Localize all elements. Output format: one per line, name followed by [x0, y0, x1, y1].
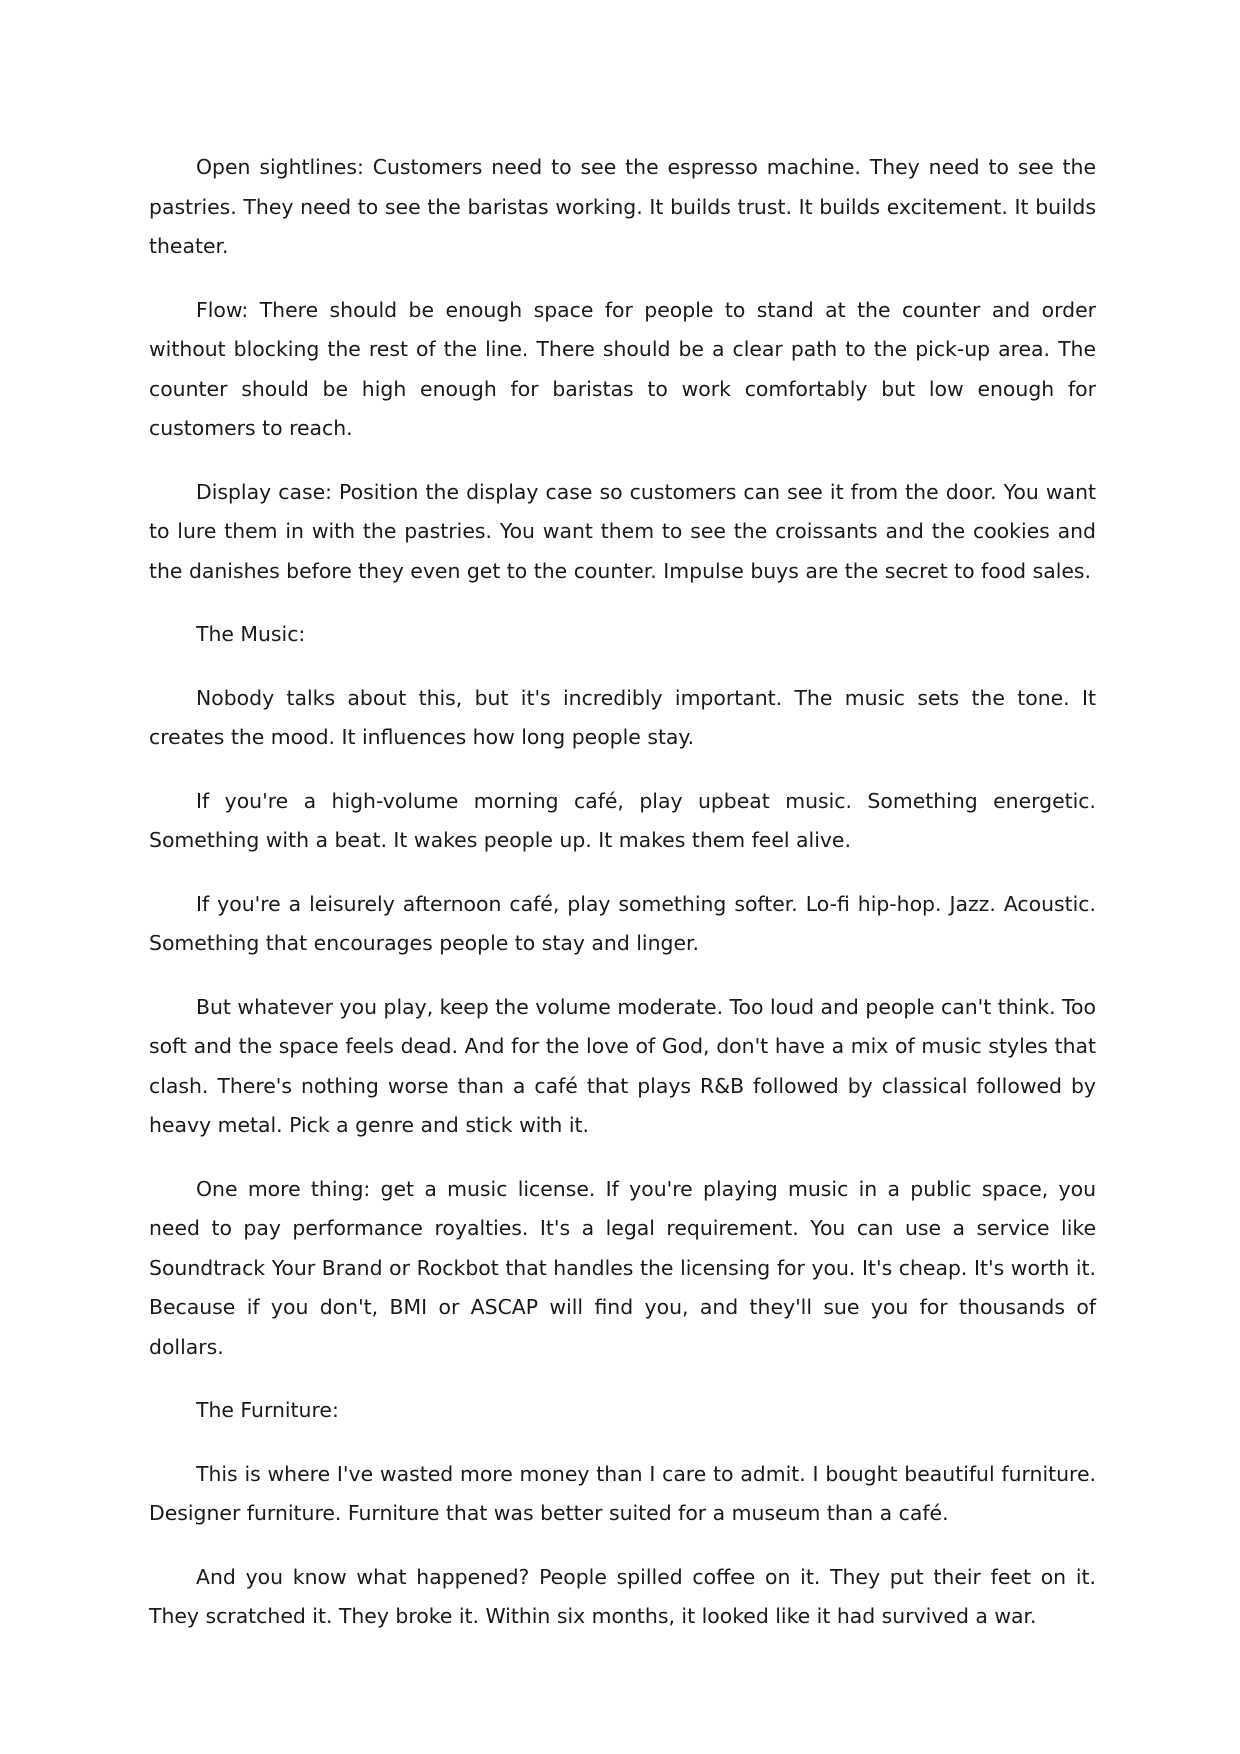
paragraph-music-license: One more thing: get a music license. If you're playing music in a public space, you need to pay performance royalties. It's a legal requirement. You can use a service like Soundtrack Your Brand or Rockbot that handles the licensing for you. It's cheap. It's worth it. Because if you don't, BMI or ASCAP will find you, and they'll sue you for thousands of dollars. [149, 1176, 1096, 1359]
paragraph-volume: But whatever you play, keep the volume moderate. Too loud and people can't think. Too soft and the space feels dead. And for the love of God, don't have a mix of music styles that clash. There's nothing worse than a café that plays R&B followed by classical followed by heavy metal. Pick a genre and stick with it. [149, 994, 1096, 1137]
paragraph-open-sightlines: Open sightlines: Customers need to see the espresso machine. They need to see the pastries. They need to see the baristas working. It builds trust. It builds excitement. It builds theater. [149, 155, 1096, 258]
paragraph-display-case: Display case: Position the display case so customers can see it from the door. You want to lure them in with the pastries. You want them to see the croissants and the cookies and the danishes before they even get to the counter. Impulse buys are the secret to food sales. [149, 479, 1096, 583]
paragraph-morning-cafe: If you're a high-volume morning café, play upbeat music. Something energetic. Something with a beat. It wakes people up. It makes them feel alive. [149, 788, 1096, 852]
paragraph-wasted-money: This is where I've wasted more money than I care to admit. I bought beautiful furniture. Designer furniture. Furniture that was better suited for a museum than a café. [149, 1461, 1096, 1525]
section-heading-music: The Music: [196, 622, 306, 646]
paragraph-afternoon-cafe: If you're a leisurely afternoon café, play something softer. Lo-fi hip-hop. Jazz. Acoustic. Something that encourages people to stay and linger. [149, 891, 1096, 955]
document-body [149, 148, 1096, 1661]
paragraph-music-importance: Nobody talks about this, but it's incredibly important. The music sets the tone. It creates the mood. It influences how long people stay. [149, 685, 1096, 749]
section-heading-furniture: The Furniture: [196, 1398, 339, 1422]
paragraph-what-happened: And you know what happened? People spilled coffee on it. They put their feet on it. They scratched it. They broke it. Within six months, it looked like it had survived a war. [149, 1564, 1096, 1628]
paragraph-flow: Flow: There should be enough space for people to stand at the counter and order without blocking the rest of the line. There should be a clear path to the pick-up area. The counter should be high enough for baristas to work comfortably but low enough for customers to reach. [149, 297, 1096, 440]
